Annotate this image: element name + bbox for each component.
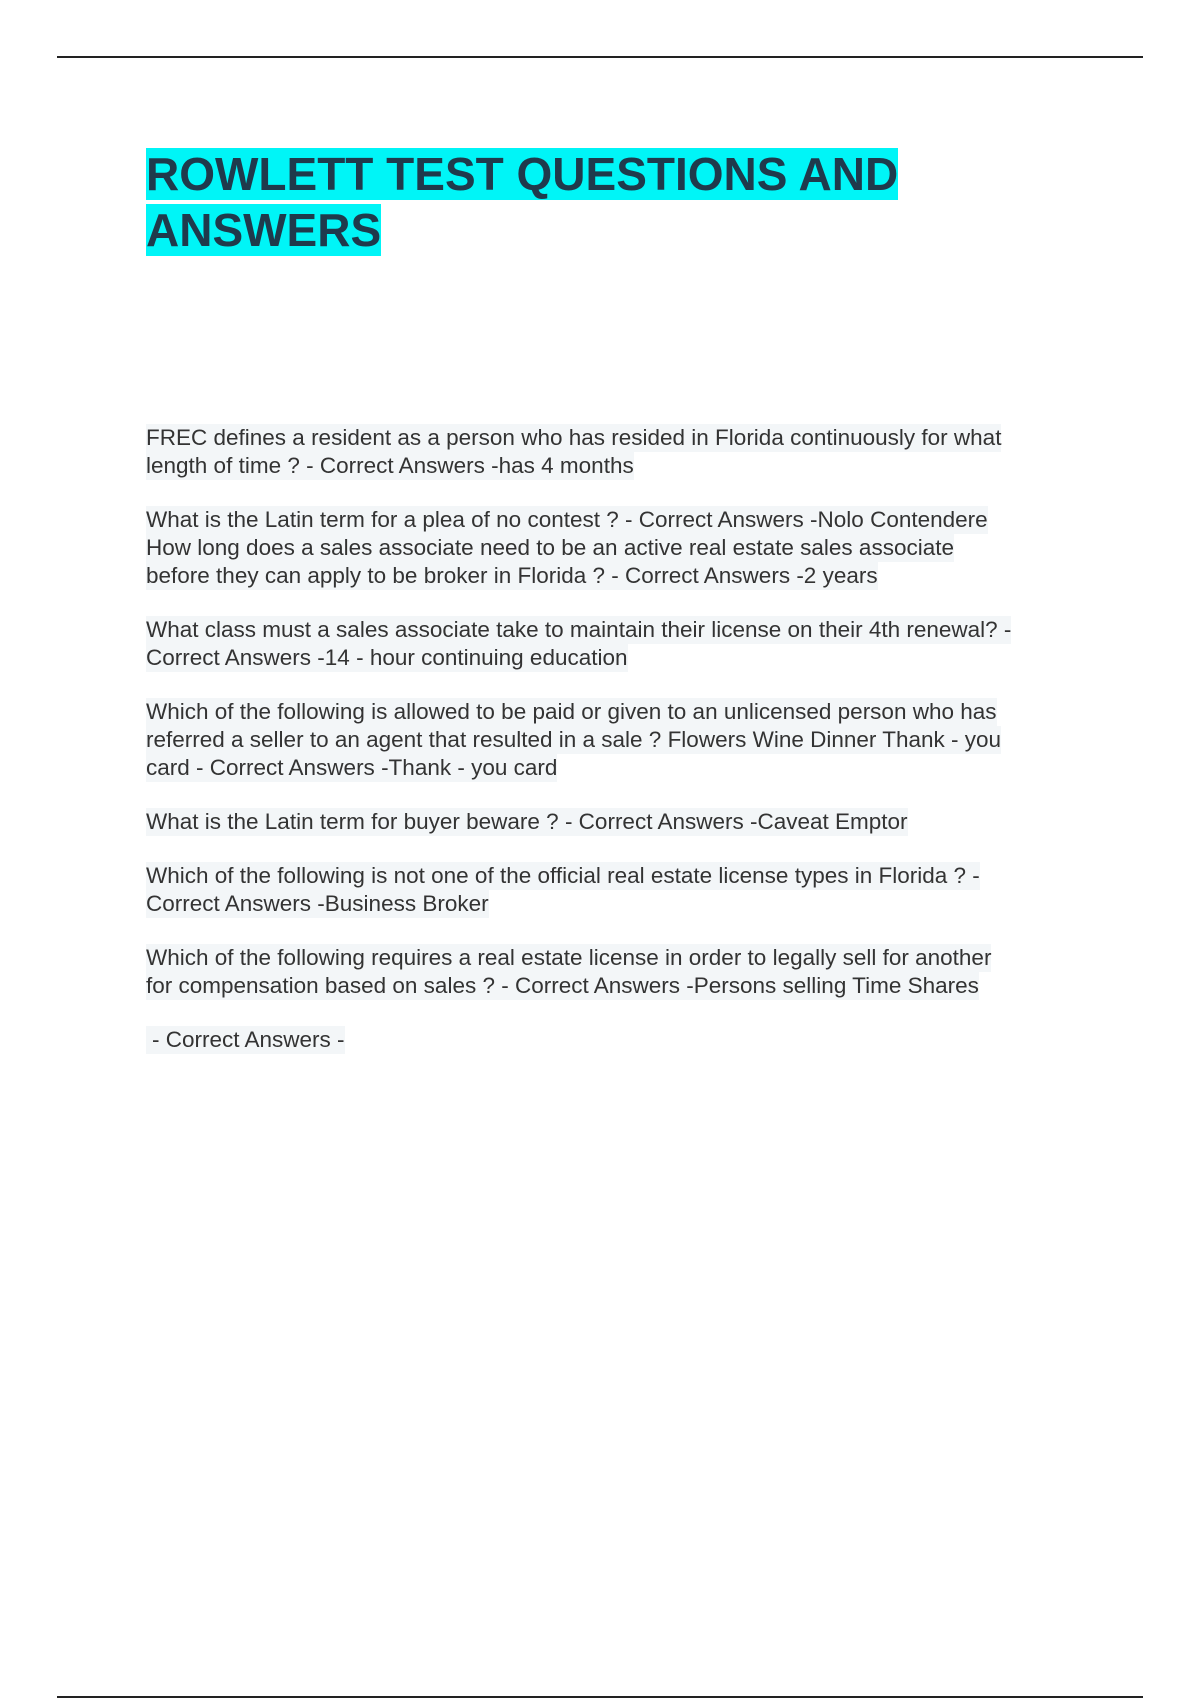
qa-item-2 <box>146 506 1086 534</box>
qa-line: for compensation based on sales ? - Correct Answers -Persons selling Time Shares <box>146 973 979 998</box>
qa-line: What class must a sales associate take to maintain their license on their 4th renewal? - <box>146 617 1012 642</box>
qa-line: FREC defines a resident as a person who has resided in Florida continuously for what <box>146 425 1002 450</box>
qa-line: - Correct Answers - <box>146 1026 345 1054</box>
qa-item-7 <box>146 862 1086 918</box>
qa-line: Which of the following requires a real estate license in order to legally sell for another <box>146 945 992 970</box>
qa-item-4 <box>146 616 1086 672</box>
qa-line: card - Correct Answers -Thank - you card <box>146 755 558 780</box>
qa-line: How long does a sales associate need to be an active real estate sales associate <box>146 535 954 560</box>
qa-item-5 <box>146 698 1086 782</box>
top-rule <box>57 56 1143 58</box>
qa-line: referred a seller to an agent that resulted in a sale ? Flowers Wine Dinner Thank - you <box>146 727 1002 752</box>
title-line-2: ANSWERS <box>146 204 382 256</box>
qa-item-8 <box>146 944 1086 1000</box>
qa-item-9 <box>146 1026 1086 1054</box>
qa-line: Correct Answers -Business Broker <box>146 891 489 916</box>
qa-line: before they can apply to be broker in Florida ? - Correct Answers -2 years <box>146 563 878 588</box>
document-title <box>146 146 1046 258</box>
qa-line: Which of the following is allowed to be paid or given to an unlicensed person who has <box>146 699 997 724</box>
qa-line: What is the Latin term for buyer beware ? - Correct Answers -Caveat Emptor <box>146 809 908 834</box>
qa-line: What is the Latin term for a plea of no contest ? - Correct Answers -Nolo Contendere <box>146 507 988 532</box>
title-line-1: ROWLETT TEST QUESTIONS AND <box>146 148 899 200</box>
qa-item-3 <box>146 534 1086 590</box>
qa-item-6 <box>146 808 1086 836</box>
qa-item-1 <box>146 424 1086 480</box>
qa-line: Correct Answers -14 - hour continuing education <box>146 645 628 670</box>
qa-list <box>146 424 1086 1080</box>
bottom-rule <box>57 1696 1143 1698</box>
qa-line: length of time ? - Correct Answers -has 4 months <box>146 453 634 478</box>
qa-line: Which of the following is not one of the official real estate license types in Florida ? - <box>146 863 980 888</box>
